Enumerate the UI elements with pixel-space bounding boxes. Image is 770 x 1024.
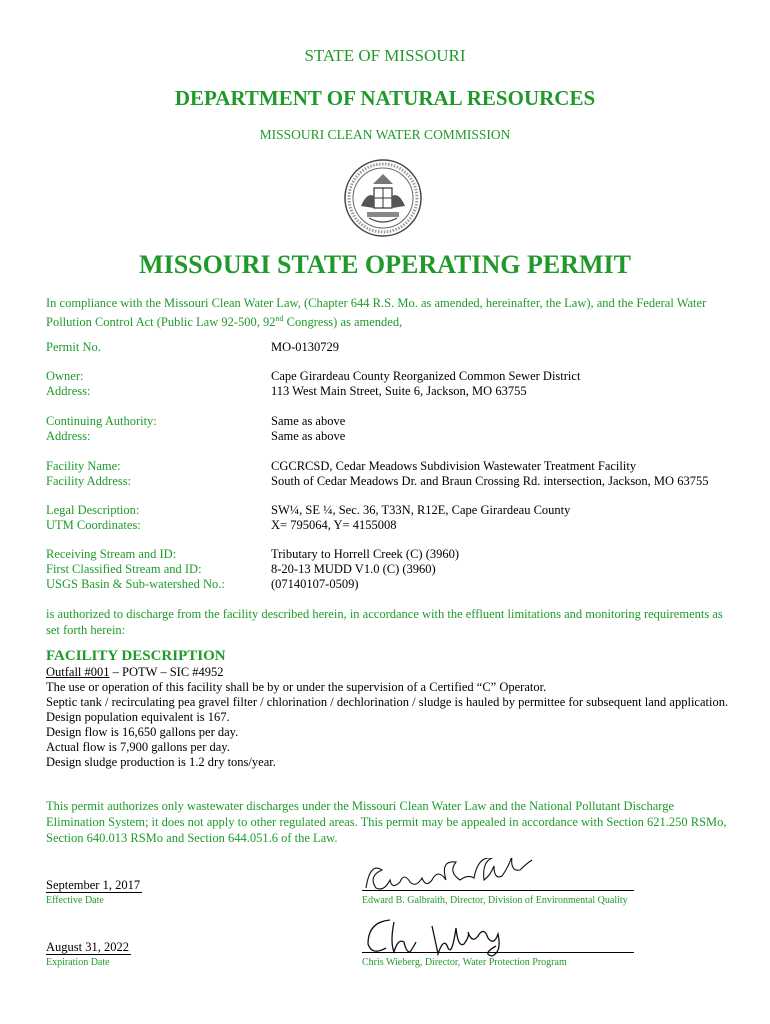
- state-heading: STATE OF MISSOURI: [304, 46, 466, 65]
- facility-address-label: Facility Address:: [46, 474, 132, 488]
- facility-address-value: South of Cedar Meadows Dr. and Braun Crossing Rd. intersection, Jackson, MO 63755: [271, 474, 709, 488]
- receiving-stream-label: Receiving Stream and ID:: [46, 547, 177, 561]
- legal-description-value: SW¼, SE ¼, Sec. 36, T33N, R12E, Cape Girardeau County: [271, 503, 571, 517]
- continuing-address-label: Address:: [46, 429, 91, 443]
- receiving-stream-value: Tributary to Horrell Creek (C) (3960): [271, 547, 460, 561]
- description-line: Design flow is 16,650 gallons per day.: [46, 725, 239, 739]
- owner-label: Owner:: [46, 369, 84, 383]
- continuing-address-value: Same as above: [271, 429, 346, 443]
- continuing-authority-value: Same as above: [271, 414, 346, 428]
- first-classified-stream-label: First Classified Stream and ID:: [46, 562, 202, 576]
- utm-coordinates-label: UTM Coordinates:: [46, 518, 141, 532]
- commission-heading: MISSOURI CLEAN WATER COMMISSION: [259, 127, 511, 142]
- description-line: Design sludge production is 1.2 dry tons/year.: [46, 755, 276, 769]
- galbraith-signature-icon: [360, 858, 580, 898]
- permit-title: MISSOURI STATE OPERATING PERMIT: [139, 250, 631, 279]
- signer2-title: Chris Wieberg, Director, Water Protection Program: [362, 957, 567, 968]
- permit-scope-statement: This permit authorizes only wastewater discharges under the Missouri Clean Water Law and the National Pollutant Discharge Elimination System; it does not apply to other regulated areas. This permit may be appealed in accordance with Section 621.250 RSMo, Section 640.013 RSMo and Section 644.051.6 of the Law.: [46, 799, 727, 845]
- effective-date: September 1, 2017: [46, 878, 141, 892]
- facility-name-value: CGCRCSD, Cedar Meadows Subdivision Wastewater Treatment Facility: [271, 459, 637, 473]
- usgs-basin-label: USGS Basin & Sub-watershed No.:: [46, 577, 225, 591]
- continuing-authority-label: Continuing Authority:: [46, 414, 157, 428]
- description-line: Actual flow is 7,900 gallons per day.: [46, 740, 230, 754]
- first-classified-stream-value: 8-20-13 MUDD V1.0 (C) (3960): [271, 562, 436, 576]
- description-line: Design population equivalent is 167.: [46, 710, 230, 724]
- permit-no-label: Permit No.: [46, 340, 101, 354]
- legal-description-label: Legal Description:: [46, 503, 140, 517]
- owner-address-value: 113 West Main Street, Suite 6, Jackson, MO 63755: [271, 384, 527, 398]
- owner-address-label: Address:: [46, 384, 91, 398]
- outfall-id: Outfall #001: [46, 665, 110, 679]
- signer1-title: Edward B. Galbraith, Director, Division of Environmental Quality: [362, 895, 628, 906]
- missouri-state-seal-icon: [343, 158, 423, 238]
- owner-value: Cape Girardeau County Reorganized Common Sewer District: [271, 369, 581, 383]
- outfall-line: Outfall #001 – POTW – SIC #4952: [46, 665, 224, 679]
- authorization-statement: is authorized to discharge from the facility described herein, in accordance with the effluent limitations and monitoring requirements as set forth herein:: [46, 607, 723, 637]
- utm-coordinates-value: X= 795064, Y= 4155008: [271, 518, 397, 532]
- facility-name-label: Facility Name:: [46, 459, 121, 473]
- compliance-statement: In compliance with the Missouri Clean Water Law, (Chapter 644 R.S. Mo. as amended, hereinafter, the Law), and the Federal Water Pollution Control Act (Public Law 92-500, 92nd Congress) as amended,: [46, 296, 707, 330]
- department-heading: DEPARTMENT OF NATURAL RESOURCES: [174, 86, 596, 110]
- expiration-date: August 31, 2022: [46, 940, 129, 954]
- facility-description-heading: FACILITY DESCRIPTION: [46, 648, 226, 664]
- effective-date-label: Effective Date: [46, 895, 104, 906]
- usgs-basin-value: (07140107-0509): [271, 577, 359, 591]
- description-line: The use or operation of this facility shall be by or under the supervision of a Certified “C” Operator.: [46, 680, 547, 694]
- description-line: Septic tank / recirculating pea gravel filter / chlorination / dechlorination / sludge is hauled by permittee for subsequent land application.: [46, 695, 729, 709]
- permit-no-value: MO-0130729: [271, 340, 340, 354]
- expiration-date-label: Expiration Date: [46, 957, 110, 968]
- facility-description-body: [46, 665, 736, 770]
